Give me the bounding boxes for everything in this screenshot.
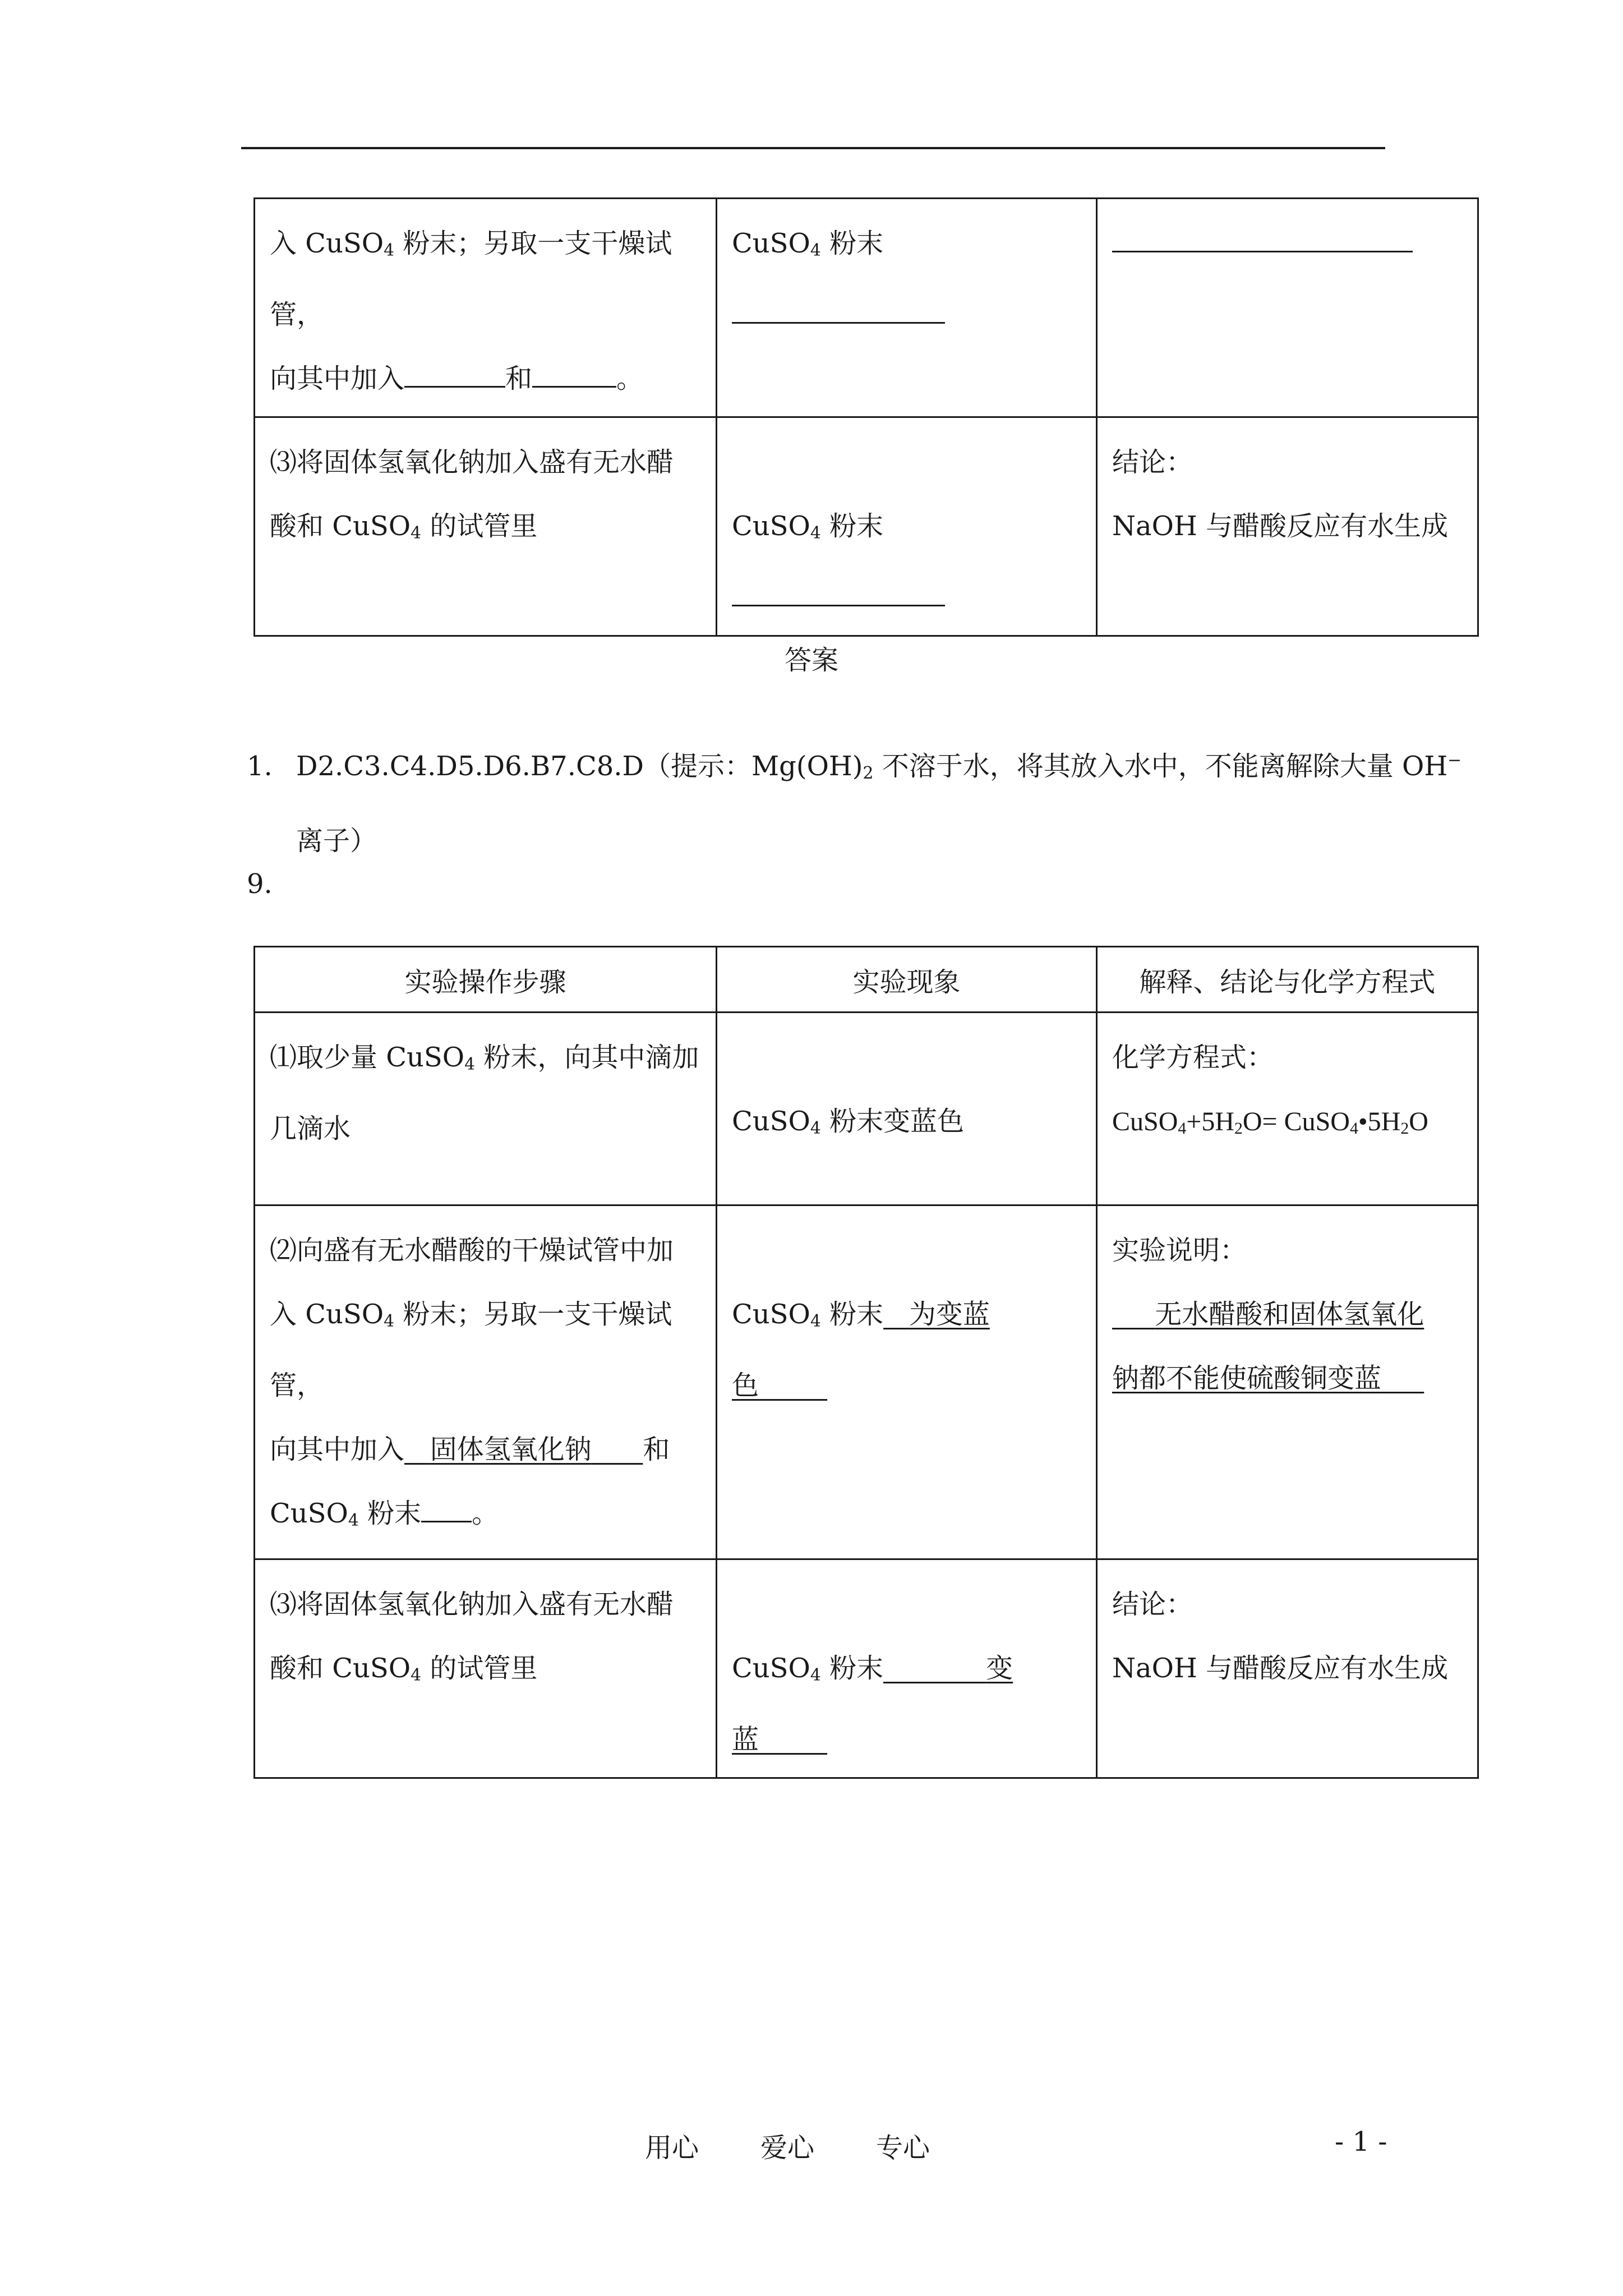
answer-heading: 答案 [784, 645, 838, 676]
header-step: 实验操作步骤 [255, 947, 717, 1013]
cell-phenomenon: CuSO$_4$ 粉末 [717, 199, 1097, 417]
cell-step: ⑵向盛有无水醋酸的干燥试管中加 入 CuSO$_4$ 粉末；另取一支干燥试管， 向其中加入 固体氢氧化钠 和 CuSO$_4$ 粉末 。 [255, 1205, 717, 1559]
filled-answer: 变蓝 [732, 1652, 1013, 1755]
cell-step: ⑴取少量 CuSO$_4$ 粉末，向其中滴加 几滴水 [255, 1013, 717, 1205]
filled-answer: 固体氢氧化钠 [430, 1433, 592, 1465]
chemical-equation: $CuSO_4+5H_2O=$ $CuSO_4•5H_2O$ [1112, 1107, 1428, 1138]
cell-phenomenon: CuSO$_4$ 粉末变蓝色 [717, 1013, 1097, 1205]
cell-phenomenon: CuSO$_4$ 粉末 为变蓝色 [717, 1205, 1097, 1559]
table-row [255, 417, 1478, 636]
table-row [255, 1205, 1478, 1559]
filled-answer: 钠都不能使硫酸铜变蓝 [1112, 1363, 1382, 1394]
cell-explanation: 结论： NaOH 与醋酸反应有水生成 [1097, 1559, 1478, 1778]
answer-blank[interactable] [732, 581, 945, 606]
answer-blank[interactable] [1112, 227, 1413, 252]
table-row [255, 199, 1478, 417]
cell-phenomenon: CuSO$_4$ 粉末 [717, 417, 1097, 636]
header-phenomenon: 实验现象 [717, 947, 1097, 1013]
continuation-table [253, 197, 1479, 637]
answer-1: 1. D2.C3.C4.D5.D6.B7.C8.D（提示：$Mg(OH)_2$ 不溶于水，将其放入水中，不能离解除大量 OH− 离子） [247, 751, 1462, 857]
table-header-row [255, 947, 1478, 1013]
cell-explanation: 化学方程式： $CuSO_4+5H_2O=$ $CuSO_4•5H_2O$ [1097, 1013, 1478, 1205]
table-row [255, 1013, 1478, 1205]
cell-step: ⑶将固体氢氧化钠加入盛有无水醋 酸和 CuSO$_4$ 的试管里 [255, 417, 717, 636]
cell-explanation [1097, 199, 1478, 417]
answer-blank [421, 1497, 472, 1522]
cell-step: 入 CuSO$_4$ 粉末；另取一支干燥试管， 向其中加入 和 。 [255, 199, 717, 417]
answer-table [253, 946, 1479, 1779]
footer-slogan: 用心 爱心 专心 [645, 2132, 930, 2164]
question-9-label: 9. [247, 868, 273, 900]
cell-explanation: 实验说明： 无水醋酸和固体氢氧化 钠都不能使硫酸铜变蓝 [1097, 1205, 1478, 1559]
answer-blank[interactable] [404, 362, 505, 388]
answer-blank[interactable] [732, 298, 945, 324]
filled-answer: 无水醋酸和固体氢氧化 [1155, 1299, 1424, 1330]
cell-phenomenon: CuSO$_4$ 粉末 变蓝 [717, 1559, 1097, 1778]
answer-blank[interactable] [532, 362, 616, 388]
table-row [255, 1559, 1478, 1778]
header-rule [241, 147, 1385, 149]
filled-answer: 为变蓝色 [732, 1299, 990, 1401]
cell-step: ⑶将固体氢氧化钠加入盛有无水醋 酸和 CuSO$_4$ 的试管里 [255, 1559, 717, 1778]
page-number: - 1 - [1335, 2126, 1387, 2157]
cell-explanation: 结论： NaOH 与醋酸反应有水生成 [1097, 417, 1478, 636]
header-explanation: 解释、结论与化学方程式 [1097, 947, 1478, 1013]
